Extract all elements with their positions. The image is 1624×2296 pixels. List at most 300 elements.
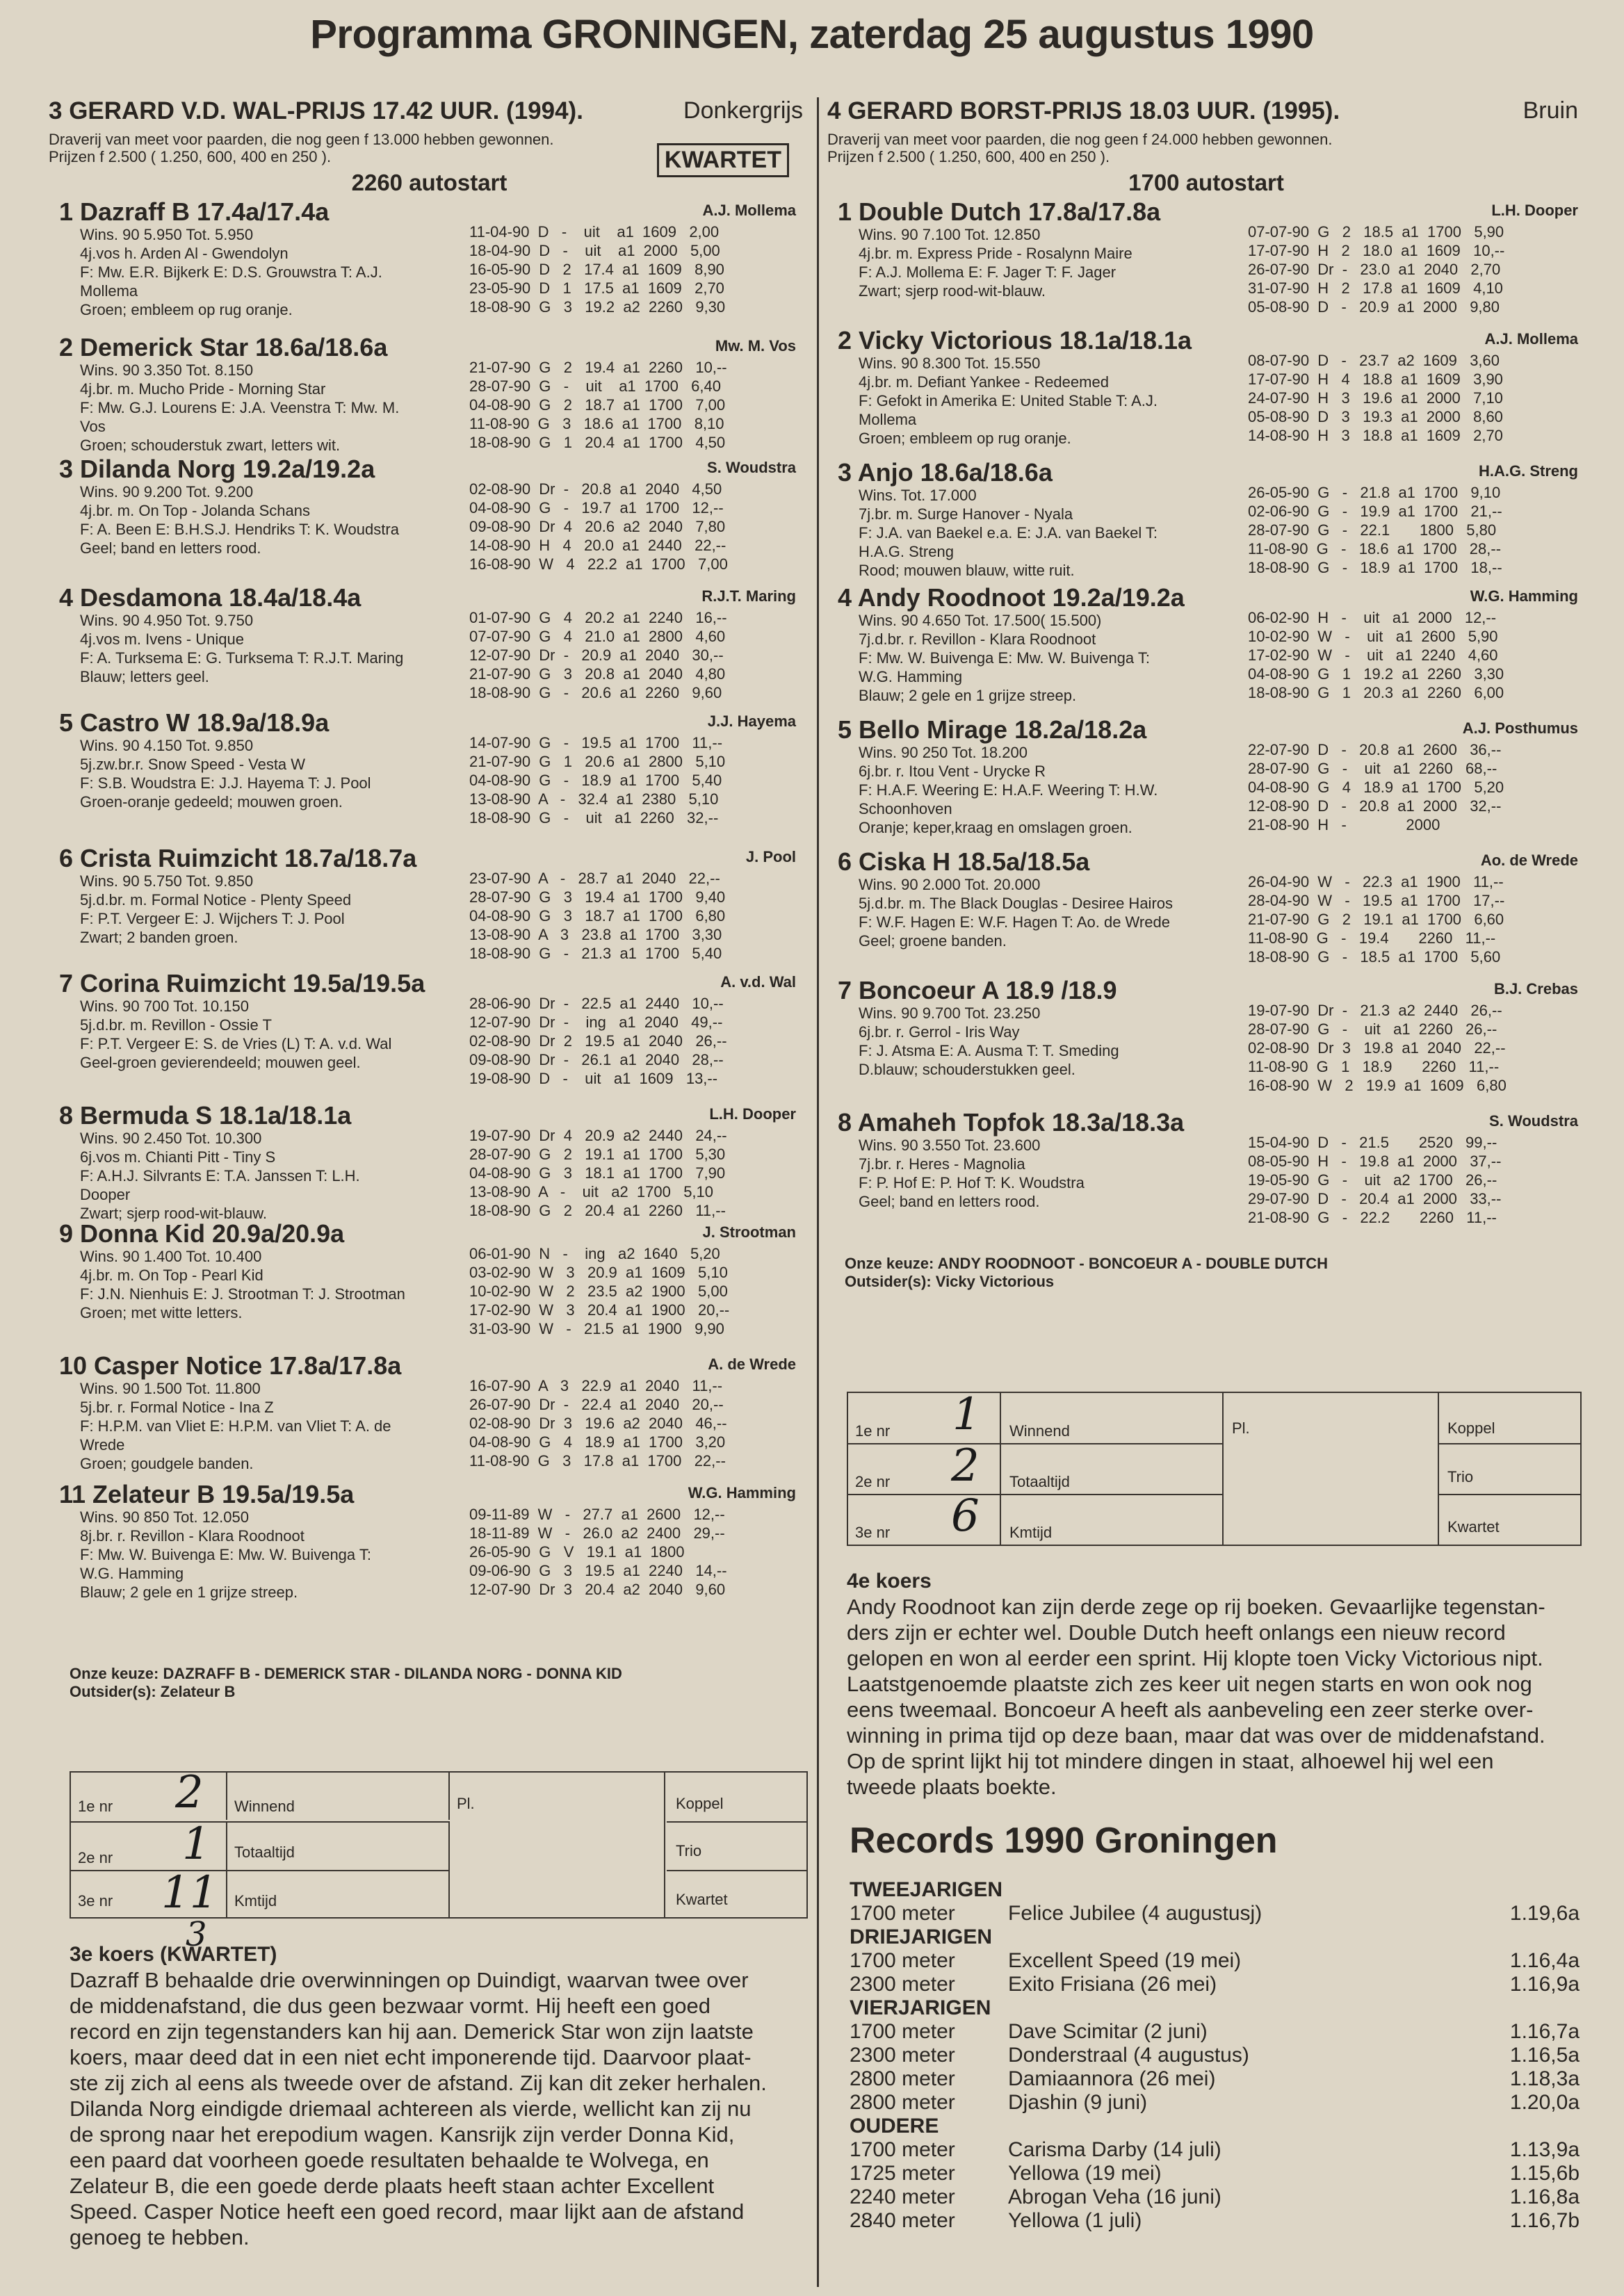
form-row: 04-08-90 G 4 18.9 a1 1700 5,20 [1248, 779, 1504, 796]
koers-line: Speed. Casper Notice heeft een goed record, maar lijkt aan de afstand [70, 2199, 745, 2224]
form-row: 10-02-90 W 2 23.5 a2 1900 5,00 [469, 1283, 728, 1300]
result-cell [227, 1823, 450, 1870]
result-label-2: 2e nr [78, 1849, 113, 1866]
result-line [848, 1494, 1224, 1495]
form-row: 18-08-90 G 3 19.2 a2 2260 9,30 [469, 298, 726, 316]
record-time: 1.16,5a [1509, 2044, 1580, 2067]
horse-info-line: Wins. 90 5.950 Tot. 5.950 [80, 226, 254, 243]
form-row: 18-08-90 G - 20.6 a1 2260 9,60 [469, 684, 722, 701]
koers-line: eens tweemaal. Boncoeur A heeft als aanbeveling een zeer sterke over- [847, 1697, 1534, 1722]
horse-info-line: Zwart; sjerp rood-wit-blauw. [859, 282, 1046, 300]
race4-distance-row [827, 170, 1585, 197]
horse-form-table [1248, 872, 1504, 966]
form-row: 12-07-90 Dr - 20.9 a1 2040 30,-- [469, 646, 724, 664]
horse-trainer: Mw. M. Vos [715, 337, 796, 355]
form-row: 04-08-90 G 3 18.7 a1 1700 6,80 [469, 907, 726, 925]
horse-info-line: Wins. Tot. 17.000 [859, 487, 977, 504]
race3-desc-line: Draverij van meet voor paarden, die nog geen f 13.000 hebben gewonnen. [49, 131, 554, 148]
horse-info-line: F: Gefokt in Amerika E: United Stable T: A.J. [859, 392, 1158, 409]
form-row: 28-07-90 G 2 19.1 a1 1700 5,30 [469, 1146, 726, 1163]
form-row: 26-04-90 W - 22.3 a1 1900 11,-- [1248, 873, 1504, 890]
result-koppel: Koppel [1447, 1419, 1495, 1437]
kwartet-badge: KWARTET [657, 143, 789, 177]
horse-info-line: Groen-oranje gedeeld; mouwen groen. [80, 793, 343, 811]
records-category: OUDERE [850, 2115, 939, 2138]
record-distance: 2300 meter [850, 1973, 955, 1996]
horse-name: 3 Dilanda Norg 19.2a/19.2a [59, 455, 375, 483]
race4-prize-line: Prijzen f 2.500 ( 1.250, 600, 400 en 250 ). [827, 148, 1110, 165]
form-row: 12-07-90 Dr 3 20.4 a2 2040 9,60 [469, 1581, 726, 1598]
result-koppel: Koppel [676, 1795, 724, 1812]
horse-trainer: A.J. Mollema [1484, 330, 1578, 348]
horse-name: 3 Anjo 18.6a/18.6a [838, 458, 1053, 487]
race3-header [49, 97, 810, 131]
record-horse: Carisma Darby (14 juli) [1008, 2138, 1221, 2161]
record-time: 1.15,6b [1509, 2162, 1580, 2185]
horse-info-line: F: J.A. van Baekel e.a. E: J.A. van Baekel T: [859, 524, 1158, 542]
column-divider [817, 97, 819, 2287]
record-time: 1.16,7a [1509, 2020, 1580, 2043]
horse-name: 4 Desdamona 18.4a/18.4a [59, 583, 362, 612]
horse-info [859, 486, 1276, 580]
form-row: 17-02-90 W 3 20.4 a1 1900 20,-- [469, 1301, 730, 1319]
handwritten-third: 6 [951, 1490, 980, 1542]
horse-form-table [469, 1376, 727, 1470]
result-col-kmtijd: Kmtijd [1009, 1524, 1053, 1541]
race3-distance: 2260 autostart [351, 170, 508, 195]
horse-info-line: W.G. Hamming [859, 668, 963, 685]
record-distance: 2800 meter [850, 2067, 955, 2090]
race3-koers-text [70, 1967, 813, 2250]
horse-info [80, 1247, 497, 1322]
form-row: 12-07-90 Dr - ing a1 2040 49,-- [469, 1013, 723, 1031]
horse-trainer: S. Woudstra [707, 459, 796, 476]
horse-info-line: F: A. Been E: B.H.S.J. Hendriks T: K. Woudstra [80, 521, 399, 538]
race4-color: Bruin [1522, 97, 1578, 124]
form-row: 16-08-90 W 4 22.2 a1 1700 7,00 [469, 555, 728, 573]
koers-line: Dilanda Norg eindigde driemaal achtereen als vierde, wellicht kan zij nu [70, 2096, 752, 2121]
horse-info [80, 872, 497, 947]
race3-description [49, 131, 619, 165]
form-row: 13-08-90 A 3 23.8 a1 1700 3,30 [469, 926, 722, 943]
form-row: 04-08-90 G - 18.9 a1 1700 5,40 [469, 772, 722, 789]
race4-picks: Onze keuze: ANDY ROODNOOT - BONCOEUR A - DOUBLE DUTCH [845, 1255, 1329, 1272]
horse-form-table [469, 869, 725, 963]
form-row: 11-08-90 G 3 17.8 a1 1700 22,-- [469, 1452, 726, 1469]
horse-info-line: Schoonhoven [859, 800, 952, 817]
horse-trainer: S. Woudstra [1489, 1112, 1578, 1130]
horse-name: 6 Ciska H 18.5a/18.5a [838, 847, 1090, 876]
form-row: 01-07-90 G 4 20.2 a1 2240 16,-- [469, 609, 727, 626]
record-horse: Donderstraal (4 augustus) [1008, 2044, 1249, 2067]
race4-desc-line: Draverij van meet voor paarden, die nog geen f 24.000 hebben gewonnen. [827, 131, 1333, 148]
records-title: Records 1990 Groningen [850, 1821, 1278, 1861]
form-row: 18-08-90 G 1 20.4 a1 1700 4,50 [469, 434, 726, 451]
horse-info-line: Dooper [80, 1186, 131, 1203]
race3-picks: Onze keuze: DAZRAFF B - DEMERICK STAR - DILANDA NORG - DONNA KID [70, 1665, 622, 1682]
records-row [850, 2162, 1580, 2185]
record-time: 1.13,9a [1509, 2138, 1580, 2161]
form-row: 18-08-90 G - uit a1 2260 32,-- [469, 809, 719, 827]
koers-line: ders zijn er echter wel. Double Dutch heeft onlangs een nieuw record [847, 1620, 1506, 1645]
form-row: 03-02-90 W 3 20.9 a1 1609 5,10 [469, 1264, 728, 1281]
horse-info [80, 482, 497, 557]
horse-info-line: Zwart; sjerp rood-wit-blauw. [80, 1205, 267, 1222]
form-row: 10-02-90 W - uit a1 2600 5,90 [1248, 628, 1498, 645]
horse-trainer: A. de Wrede [708, 1355, 796, 1373]
form-row: 13-08-90 A - 32.4 a1 2380 5,10 [469, 790, 719, 808]
horse-info-line: F: A. Turksema E: G. Turksema T: R.J.T. Maring [80, 649, 404, 667]
horse-info-line: F: A.H.J. Silvrants E: T.A. Janssen T: L.H. [80, 1167, 360, 1184]
result-row-2 [71, 1821, 450, 1870]
record-distance: 2300 meter [850, 2044, 955, 2067]
form-row: 17-02-90 W - uit a1 2240 4,60 [1248, 646, 1498, 664]
result-cell [450, 1771, 665, 1919]
form-row: 14-08-90 H 4 20.0 a1 2440 22,-- [469, 537, 726, 554]
race4-koers-title: 4e koers [847, 1570, 932, 1593]
horse-trainer: J. Pool [745, 848, 796, 865]
race4-distance: 1700 autostart [1128, 170, 1284, 195]
result-cell [227, 1871, 450, 1919]
records-row [850, 2209, 1580, 2233]
horse-info-line: F: Mw. W. Buivenga E: Mw. W. Buivenga T: [80, 1546, 371, 1563]
form-row: 02-06-90 G - 19.9 a1 1700 21,-- [1248, 503, 1502, 520]
horse-info [80, 1508, 497, 1602]
records-category: VIERJARIGEN [850, 1996, 991, 2019]
horse-info-line: 6j.vos m. Chianti Pitt - Tiny S [80, 1148, 276, 1166]
horse-info-line: Rood; mouwen blauw, witte ruit. [859, 562, 1075, 579]
horse-info-line: Wins. 90 4.950 Tot. 9.750 [80, 612, 254, 629]
result-label-3: 3e nr [78, 1892, 113, 1910]
record-time: 1.18,3a [1509, 2067, 1580, 2090]
horse-info-line: Wins. 90 2.000 Tot. 20.000 [859, 876, 1041, 893]
horse-name: 7 Boncoeur A 18.9 /18.9 [838, 976, 1117, 1004]
horse-info-line: Geel; band en letters rood. [859, 1193, 1040, 1210]
horse-info-line: F: P.T. Vergeer E: J. Wijchers T: J. Pool [80, 910, 345, 927]
form-row: 26-07-90 Dr - 23.0 a1 2040 2,70 [1248, 261, 1501, 278]
horse-info-line: Wins. 90 9.700 Tot. 23.250 [859, 1004, 1041, 1022]
horse-name: 8 Bermuda S 18.1a/18.1a [59, 1101, 352, 1130]
koers-line: ste zij zich al eens als tweede over de afstand. Zij kan dit zeker herhalen. [70, 2071, 767, 2095]
horse-info-line: Blauw; 2 gele en 1 grijze streep. [80, 1583, 298, 1601]
horse-info-line: 5j.zw.br.r. Snow Speed - Vesta W [80, 756, 306, 773]
form-row: 11-04-90 D - uit a1 1609 2,00 [469, 223, 720, 241]
form-row: 11-08-90 G 3 18.6 a1 1700 8,10 [469, 415, 724, 432]
form-row: 29-07-90 D - 20.4 a1 2000 33,-- [1248, 1190, 1502, 1207]
horse-info-line: Mollema [80, 282, 138, 300]
horse-info [859, 743, 1276, 837]
horse-name: 1 Dazraff B 17.4a/17.4a [59, 197, 330, 226]
horse-info-line: Wins. 90 2.450 Tot. 10.300 [80, 1130, 262, 1147]
result-col-totaaltijd: Totaaltijd [1009, 1473, 1070, 1490]
result-label-1: 1e nr [855, 1422, 891, 1440]
form-row: 18-08-90 G - 21.3 a1 1700 5,40 [469, 945, 722, 962]
form-row: 21-07-90 G 2 19.1 a1 1700 6,60 [1248, 911, 1504, 928]
form-row: 09-11-89 W - 27.7 a1 2600 12,-- [469, 1506, 725, 1523]
record-horse: Abrogan Veha (16 juni) [1008, 2185, 1221, 2208]
horse-info [80, 611, 497, 686]
koers-line: record en zijn tegenstanders kan hij aan. Demerick Star won zijn laatste [70, 2019, 754, 2044]
form-row: 21-08-90 H - 2000 [1248, 816, 1440, 833]
records-category: DRIEJARIGEN [850, 1925, 993, 1948]
race3-color: Donkergrijs [683, 97, 803, 124]
horse-info-line: Wins. 90 700 Tot. 10.150 [80, 998, 249, 1015]
horse-info-line: 5j.d.br. m. Formal Notice - Plenty Speed [80, 891, 352, 909]
koers-line: de middenafstand, die dus geen bezwaar vormt. Hij heeft een goed [70, 1994, 710, 2018]
race4-keuze [845, 1255, 1328, 1291]
race3-keuze [70, 1665, 622, 1701]
form-row: 18-08-90 G - 18.9 a1 1700 18,-- [1248, 559, 1502, 576]
form-row: 18-04-90 D - uit a1 2000 5,00 [469, 242, 720, 259]
horse-form-table [1248, 351, 1503, 445]
horse-info-line: Zwart; 2 banden groen. [80, 929, 238, 946]
horse-info-line: F: W.F. Hagen E: W.F. Hagen T: Ao. de Wrede [859, 913, 1170, 931]
horse-info-line: F: J.N. Nienhuis E: J. Strootman T: J. Strootman [80, 1285, 405, 1303]
horse-name: 10 Casper Notice 17.8a/17.8a [59, 1351, 402, 1380]
form-row: 11-08-90 G - 18.6 a1 1700 28,-- [1248, 540, 1502, 557]
koers-line: Zelateur B, die een goede derde plaats heeft staan achter Excellent [70, 2174, 715, 2198]
record-time: 1.16,4a [1509, 1949, 1580, 1972]
form-row: 21-07-90 G 1 20.6 a1 2800 5,10 [469, 753, 726, 770]
horse-form-table [469, 608, 727, 702]
form-row: 26-07-90 Dr - 22.4 a1 2040 20,-- [469, 1396, 724, 1413]
form-row: 31-07-90 H 2 17.8 a1 1609 4,10 [1248, 279, 1503, 297]
form-row: 18-11-89 W - 26.0 a2 2400 29,-- [469, 1524, 725, 1542]
form-row: 24-07-90 H 3 19.6 a1 2000 7,10 [1248, 389, 1503, 407]
race3-outsider: Outsider(s): Zelateur B [70, 1683, 236, 1700]
form-row: 16-08-90 W 2 19.9 a1 1609 6,80 [1248, 1077, 1507, 1094]
handwritten-second: 1 [182, 1818, 211, 1870]
result-col-winnend: Winnend [234, 1798, 295, 1815]
form-row: 28-06-90 Dr - 22.5 a1 2440 10,-- [469, 995, 724, 1012]
horse-form-table [1248, 1001, 1507, 1095]
horse-trainer: J.J. Hayema [707, 713, 796, 730]
race3-result-box [70, 1767, 808, 1954]
race4-outsider: Outsider(s): Vicky Victorious [845, 1273, 1055, 1290]
horse-info-line: 4j.vos h. Arden Al - Gwendolyn [80, 245, 289, 262]
race4-title: 4 GERARD BORST-PRIJS 18.03 UUR. (1995). [827, 97, 1340, 124]
horse-info-line: F: H.A.F. Weering E: H.A.F. Weering T: H.W. [859, 781, 1158, 799]
horse-info [80, 225, 497, 319]
horse-info-line: F: A.J. Mollema E: F. Jager T: F. Jager [859, 263, 1116, 281]
horse-trainer: A.J. Posthumus [1462, 719, 1578, 737]
horse-info-line: Geel; groene banden. [859, 932, 1007, 950]
form-row: 04-08-90 G 2 18.7 a1 1700 7,00 [469, 396, 726, 414]
result-col-pl: Pl. [1232, 1419, 1250, 1437]
horse-info [80, 361, 497, 455]
form-row: 19-05-90 G - uit a2 1700 26,-- [1248, 1171, 1497, 1189]
horse-trainer: W.G. Hamming [688, 1484, 796, 1501]
horse-info-line: F: P.T. Vergeer E: S. de Vries (L) T: A. v.d. Wal [80, 1035, 392, 1052]
form-row: 23-07-90 A - 28.7 a1 2040 22,-- [469, 870, 720, 887]
horse-form-table [469, 222, 725, 316]
records-row [850, 1973, 1580, 1996]
horse-name: 8 Amaheh Topfok 18.3a/18.3a [838, 1108, 1185, 1137]
horse-info-line: Vos [80, 418, 106, 435]
form-row: 16-05-90 D 2 17.4 a1 1609 8,90 [469, 261, 724, 278]
koers-line: koers, maar deed dat in een niet echt imponerende tijd. Daarvoor plaat- [70, 2045, 752, 2069]
horse-info-line: Geel; band en letters rood. [80, 539, 261, 557]
record-time: 1.16,8a [1509, 2185, 1580, 2208]
horse-info-line: F: J. Atsma E: A. Ausma T: T. Smeding [859, 1042, 1119, 1059]
result-cell [1224, 1393, 1439, 1545]
horse-info-line: Wins. 90 8.300 Tot. 15.550 [859, 355, 1041, 372]
handwritten-first: 1 [952, 1389, 981, 1440]
horse-info-line: Wins. 90 5.750 Tot. 9.850 [80, 872, 254, 890]
horse-trainer: H.A.G. Streng [1478, 462, 1578, 480]
horse-name: 2 Demerick Star 18.6a/18.6a [59, 333, 388, 361]
horse-name: 4 Andy Roodnoot 19.2a/19.2a [838, 583, 1185, 612]
form-row: 31-03-90 W - 21.5 a1 1900 9,90 [469, 1320, 724, 1337]
form-row: 28-04-90 W - 19.5 a1 1700 17,-- [1248, 892, 1505, 909]
koers-line: genoeg te hebben. [70, 2225, 250, 2249]
horse-trainer: A. v.d. Wal [720, 973, 796, 991]
horse-info-line: 6j.br. r. Itou Vent - Urycke R [859, 763, 1046, 780]
horse-name: 11 Zelateur B 19.5a/19.5a [59, 1480, 355, 1508]
record-distance: 2240 meter [850, 2185, 955, 2208]
result-cell [1001, 1393, 1224, 1545]
record-time: 1.16,9a [1509, 1973, 1580, 1996]
horse-form-table [469, 480, 728, 573]
record-horse: Yellowa (19 mei) [1008, 2162, 1162, 2185]
result-col-totaaltijd: Totaaltijd [234, 1843, 295, 1861]
horse-info-line: Mollema [859, 411, 917, 428]
form-row: 07-07-90 G 2 18.5 a1 1700 5,90 [1248, 223, 1504, 241]
horse-info-line: Blauw; letters geel. [80, 668, 209, 685]
form-row: 18-08-90 G 1 20.3 a1 2260 6,00 [1248, 684, 1504, 701]
records-row [850, 2138, 1580, 2162]
horse-info [80, 997, 497, 1072]
horse-form-table [1248, 222, 1504, 316]
horse-info-line: 8j.br. r. Revillon - Klara Roodnoot [80, 1527, 304, 1545]
result-kwartet: Kwartet [676, 1891, 728, 1908]
horse-info-line: 6j.br. r. Gerrol - Iris Way [859, 1023, 1020, 1041]
form-row: 02-08-90 Dr - 20.8 a1 2040 4,50 [469, 480, 722, 498]
horse-info-line: 4j.br. m. Express Pride - Rosalynn Maire [859, 245, 1132, 262]
race4-header [827, 97, 1585, 131]
form-row: 17-07-90 H 4 18.8 a1 1609 3,90 [1248, 371, 1503, 388]
handwritten-second: 2 [951, 1440, 980, 1492]
result-trio: Trio [1447, 1468, 1474, 1485]
horse-name: 2 Vicky Victorious 18.1a/18.1a [838, 326, 1192, 355]
result-trio: Trio [676, 1842, 702, 1859]
form-row: 21-07-90 G 3 20.8 a1 2040 4,80 [469, 665, 726, 683]
form-row: 19-07-90 Dr 4 20.9 a2 2440 24,-- [469, 1127, 727, 1144]
horse-info-line: 4j.vos m. Ivens - Unique [80, 630, 244, 648]
horse-info [859, 611, 1276, 705]
record-distance: 2800 meter [850, 2091, 955, 2114]
form-row: 16-07-90 A 3 22.9 a1 2040 11,-- [469, 1377, 723, 1394]
horse-info-line: Wins. 90 850 Tot. 12.050 [80, 1508, 249, 1526]
form-row: 28-07-90 G - 22.1 1800 5,80 [1248, 521, 1497, 539]
horse-info-line: Wins. 90 250 Tot. 18.200 [859, 744, 1028, 761]
form-row: 04-08-90 G 1 19.2 a1 2260 3,30 [1248, 665, 1504, 683]
koers-line: de sprong naar het erepodium wagen. Kansrijk zijn verder Donna Kid, [70, 2122, 735, 2147]
horse-info-line: F: H.P.M. van Vliet E: H.P.M. van Vliet T: A. de [80, 1417, 391, 1435]
form-row: 06-01-90 N - ing a2 1640 5,20 [469, 1245, 720, 1262]
handwritten-fourth: 3 [186, 1915, 207, 1954]
form-row: 05-08-90 D 3 19.3 a1 2000 8,60 [1248, 408, 1503, 425]
result-label-3: 3e nr [855, 1524, 891, 1541]
horse-trainer: A.J. Mollema [702, 202, 796, 219]
records-row [850, 2020, 1580, 2044]
form-row: 26-05-90 G V 19.1 a1 1800 [469, 1543, 685, 1561]
form-row: 09-08-90 Dr 4 20.6 a2 2040 7,80 [469, 518, 726, 535]
record-horse: Exito Frisiana (26 mei) [1008, 1973, 1217, 1996]
horse-info-line: 7j.d.br. r. Revillon - Klara Roodnoot [859, 630, 1096, 648]
record-horse: Excellent Speed (19 mei) [1008, 1949, 1242, 1972]
horse-name: 5 Castro W 18.9a/18.9a [59, 708, 330, 737]
record-time: 1.16,7b [1509, 2209, 1580, 2232]
form-row: 14-07-90 G - 19.5 a1 1700 11,-- [469, 734, 723, 751]
horse-info-line: F: Mw. W. Buivenga E: Mw. W. Buivenga T: [859, 649, 1150, 667]
form-row: 11-08-90 G 1 18.9 2260 11,-- [1248, 1058, 1500, 1075]
horse-info-line: Groen; goudgele banden. [80, 1455, 254, 1472]
horse-info-line: W.G. Hamming [80, 1565, 184, 1582]
horse-info-line: Wins. 90 1.400 Tot. 10.400 [80, 1248, 262, 1265]
koers-line: gelopen en won al eerder een sprint. Hij klopte toen Vicky Victorious nipt. [847, 1646, 1543, 1670]
horse-form-table [469, 1244, 729, 1338]
race3-title: 3 GERARD V.D. WAL-PRIJS 17.42 UUR. (1994). [49, 97, 583, 124]
records-row [850, 2091, 1580, 2115]
horse-form-table [469, 733, 725, 827]
horse-info-line: F: Mw. E.R. Bijkerk E: D.S. Grouwstra T: A.J. [80, 263, 382, 281]
koers-line: een paard dat voorheen goede resultaten behaalde te Wolvega, en [70, 2148, 709, 2172]
form-row: 08-05-90 H - 19.8 a1 2000 37,-- [1248, 1153, 1502, 1170]
horse-info [859, 1004, 1276, 1079]
race3-prize-line: Prijzen f 2.500 ( 1.250, 600, 400 en 250 ). [49, 148, 332, 165]
form-row: 06-02-90 H - uit a1 2000 12,-- [1248, 609, 1497, 626]
record-horse: Dave Scimitar (2 juni) [1008, 2020, 1208, 2043]
result-line [1439, 1494, 1582, 1495]
horse-trainer: J. Strootman [702, 1223, 796, 1241]
form-row: 04-08-90 G - 19.7 a1 1700 12,-- [469, 499, 724, 516]
horse-info [859, 1136, 1276, 1211]
result-label-1: 1e nr [78, 1798, 113, 1815]
record-distance: 1700 meter [850, 2138, 955, 2161]
form-row: 11-08-90 G - 19.4 2260 11,-- [1248, 929, 1496, 947]
race4-koers-text [847, 1594, 1587, 1800]
horse-info-line: Geel-groen gevierendeeld; mouwen geel. [80, 1054, 361, 1071]
horse-info-line: Wins. 90 4.650 Tot. 17.500( 15.500) [859, 612, 1102, 629]
page-title: Programma GRONINGEN, zaterdag 25 augustus 1990 [310, 12, 1314, 57]
record-horse: Djashin (9 juni) [1008, 2091, 1148, 2114]
record-distance: 1700 meter [850, 2020, 955, 2043]
form-row: 14-08-90 H 3 18.8 a1 1609 2,70 [1248, 427, 1503, 444]
form-row: 28-07-90 G - uit a1 2260 26,-- [1248, 1020, 1497, 1038]
form-row: 21-07-90 G 2 19.4 a1 2260 10,-- [469, 359, 727, 376]
form-row: 08-07-90 D - 23.7 a2 1609 3,60 [1248, 352, 1500, 369]
record-distance: 2840 meter [850, 2209, 955, 2232]
form-row: 15-04-90 D - 21.5 2520 99,-- [1248, 1134, 1497, 1151]
form-row: 04-08-90 G 3 18.1 a1 1700 7,90 [469, 1164, 726, 1182]
result-cell [71, 1771, 227, 1820]
form-row: 05-08-90 D - 20.9 a1 2000 9,80 [1248, 298, 1500, 316]
horse-trainer: L.H. Dooper [1491, 202, 1578, 219]
horse-info-line: D.blauw; schouderstukken geel. [859, 1061, 1075, 1078]
form-row: 18-08-90 G 2 20.4 a1 2260 11,-- [469, 1202, 726, 1219]
horse-info-line: Wins. 90 4.150 Tot. 9.850 [80, 737, 254, 754]
horse-info-line: Wins. 90 3.550 Tot. 23.600 [859, 1137, 1041, 1154]
result-line [667, 1870, 808, 1871]
horse-name: 9 Donna Kid 20.9a/20.9a [59, 1219, 345, 1248]
horse-info [80, 1129, 497, 1223]
horse-trainer: R.J.T. Maring [701, 587, 796, 605]
records-row [850, 2185, 1580, 2209]
form-row: 12-08-90 D - 20.8 a1 2000 32,-- [1248, 797, 1502, 815]
form-row: 19-08-90 D - uit a1 1609 13,-- [469, 1070, 718, 1087]
horse-info-line: Wrede [80, 1436, 125, 1454]
